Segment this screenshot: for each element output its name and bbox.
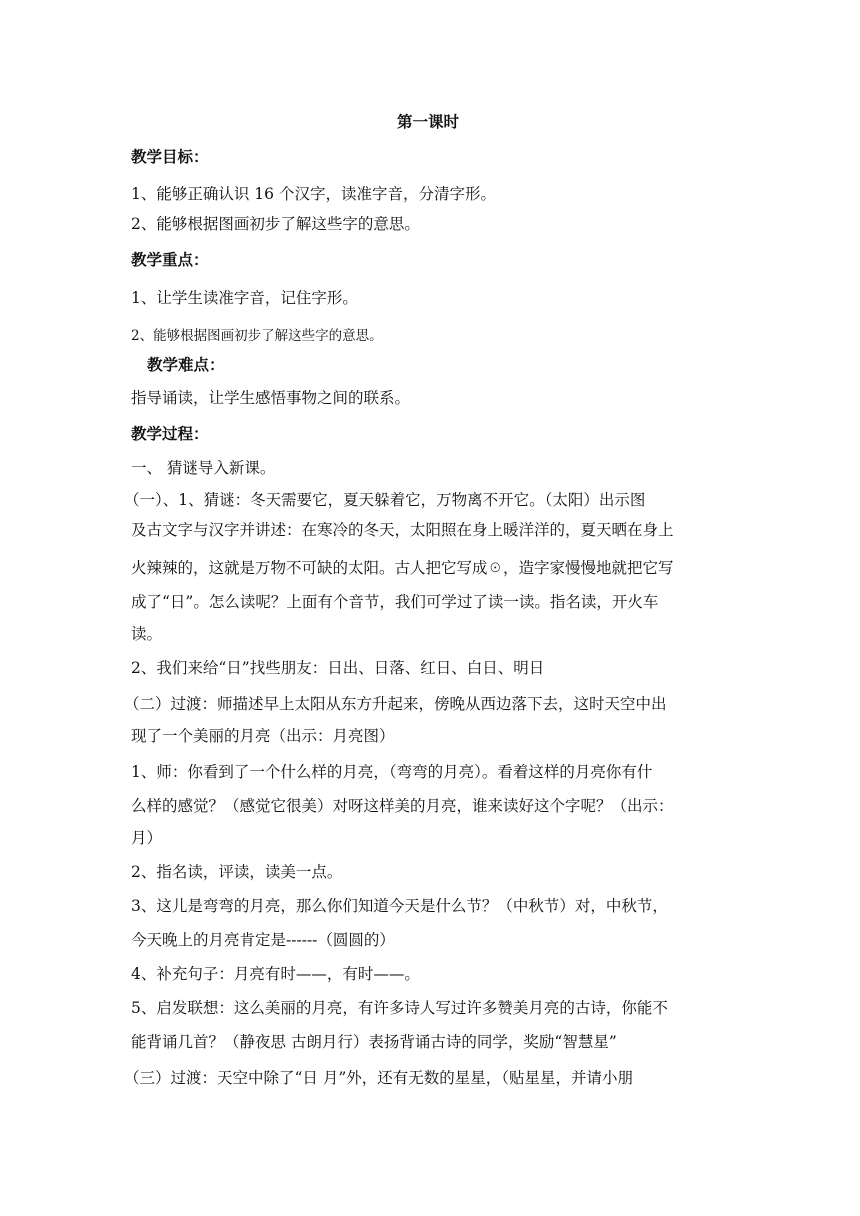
process-line: 一、 猜谜导入新课。 <box>131 459 276 477</box>
process-line: 3、这儿是弯弯的月亮，那么你们知道今天是什么节？（中秋节）对，中秋节， <box>131 897 668 915</box>
process-line: 2、指名读，评读，读美一点。 <box>131 863 343 881</box>
process-heading: 教学过程： <box>131 424 209 443</box>
process-line: （三）过渡：天空中除了“日 月”外，还有无数的星星，（贴星星，并请小朋 <box>124 1069 634 1087</box>
process-line: 能背诵几首？（静夜思 古朗月行）表扬背诵古诗的同学，奖励“智慧星” <box>131 1033 617 1051</box>
process-line: （二）过渡：师描述早上太阳从东方升起来，傍晚从西边落下去，这时天空中出 <box>124 695 667 713</box>
process-line: 今天晚上的月亮肯定是------（圆圆的） <box>131 931 395 949</box>
process-line: 4、补充句子：月亮有时——，有时——。 <box>131 965 420 983</box>
page-title: 第一课时 <box>397 112 460 131</box>
process-line: 及古文字与汉字并讲述：在寒冷的冬天，太阳照在身上暖洋洋的，夏天晒在身上 <box>131 521 674 539</box>
key-points-heading: 教学重点： <box>131 250 209 269</box>
process-line: 月） <box>131 829 163 847</box>
objective-line: 2、能够根据图画初步了解这些字的意思。 <box>131 215 420 233</box>
difficulties-heading: 教学难点： <box>147 355 225 374</box>
process-line: 么样的感觉？（感觉它很美）对呀这样美的月亮，谁来读好这个字呢？（出示： <box>131 797 674 815</box>
key-point-line: 1、让学生读准字音，记住字形。 <box>131 289 358 307</box>
process-line: 5、启发联想：这么美丽的月亮，有许多诗人写过许多赞美月亮的古诗，你能不 <box>131 999 668 1017</box>
process-line: 2、我们来给“日”找些朋友：日出、日落、红日、白日、明日 <box>131 659 545 677</box>
difficulties-text: 指导诵读，让学生感悟事物之间的联系。 <box>131 389 411 407</box>
objective-line: 1、能够正确认识 16 个汉字，读准字音，分清字形。 <box>131 185 496 203</box>
process-line: 读。 <box>131 625 163 643</box>
process-line: 现了一个美丽的月亮（出示：月亮图） <box>131 727 395 745</box>
process-line: 1、师：你看到了一个什么样的月亮，（弯弯的月亮）。看着这样的月亮你有什 <box>131 763 653 781</box>
process-line: （一）、1、猜谜：冬天需要它，夏天躲着它，万物离不开它。（太阳）出示图 <box>124 491 646 509</box>
key-point-line: 2、能够根据图画初步了解这些字的意思。 <box>131 328 383 344</box>
process-line: 成了“日”。怎么读呢？上面有个音节，我们可学过了读一读。指名读，开火车 <box>131 593 659 611</box>
objectives-heading: 教学目标： <box>131 147 209 166</box>
process-line: 火辣辣的，这就是万物不可缺的太阳。古人把它写成☉，造字家慢慢地就把它写 <box>131 559 674 577</box>
